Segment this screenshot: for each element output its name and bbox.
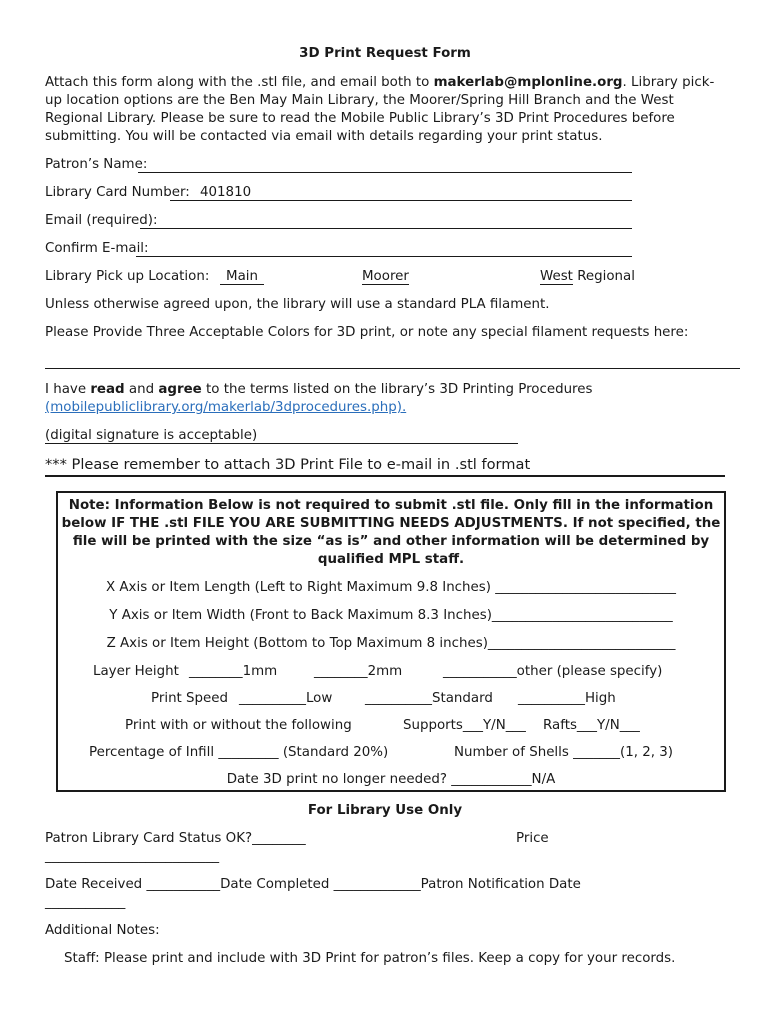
- supports-option[interactable]: Supports___Y/N___: [403, 718, 526, 733]
- shells-field[interactable]: Number of Shells _______(1, 2, 3): [454, 745, 674, 760]
- dates-field[interactable]: Date Received ___________Date Completed _____________Patron Notification Date: [45, 877, 581, 892]
- card-number-label: Library Card Number:: [45, 185, 190, 200]
- staff-note: Staff: Please print and include with 3D Print for patron’s files. Keep a copy for your records.: [64, 951, 676, 966]
- additional-notes-label: Additional Notes:: [45, 923, 160, 938]
- intro-paragraph: [45, 74, 725, 146]
- signature-line[interactable]: [45, 443, 518, 444]
- pickup-moorer-option[interactable]: Moorer: [362, 269, 409, 284]
- speed-standard-option[interactable]: __________Standard: [365, 691, 493, 706]
- email-field[interactable]: [45, 213, 157, 228]
- rafts-option[interactable]: Rafts___Y/N___: [543, 718, 640, 733]
- email-line[interactable]: [140, 228, 632, 229]
- agreement-and: and: [124, 382, 159, 397]
- confirm-email-label: Confirm E-mail:: [45, 241, 149, 256]
- patron-name-field[interactable]: [45, 157, 147, 172]
- print-speed-label: Print Speed: [151, 691, 229, 706]
- patron-name-line[interactable]: [138, 172, 632, 173]
- agreement-read: read: [90, 382, 125, 397]
- confirm-email-field[interactable]: [45, 241, 149, 256]
- intro-text-1: Attach this form along with the .stl file, and email both to: [45, 75, 434, 90]
- intro-text-2: . Library pick-up location options are the Ben May Main Library, the Moorer/Spring Hill Branch and the West Regional Library. Please be sure to read the Mobile Public Library’s 3D Print Procedures before submitting. You will be contacted via email with details regarding your print status.: [45, 75, 715, 144]
- y-axis-field[interactable]: Y Axis or Item Width (Front to Back Maximum 8.3 Inches)___________________________: [109, 608, 673, 623]
- print-with-label: Print with or without the following: [125, 718, 352, 733]
- layer-1mm-option[interactable]: ________1mm: [189, 664, 278, 679]
- procedures-link[interactable]: (mobilepubliclibrary.org/makerlab/3dprocedures.php).: [45, 400, 407, 415]
- agreement-prefix: I have: [45, 382, 91, 397]
- pickup-west-option[interactable]: [540, 269, 635, 284]
- layer-other-option[interactable]: ___________other (please specify): [443, 664, 663, 679]
- agreement-agree: agree: [158, 382, 202, 397]
- pickup-west-label: West: [540, 269, 573, 284]
- card-status-field[interactable]: Patron Library Card Status OK?________: [45, 831, 306, 846]
- price-label: Price: [516, 831, 549, 846]
- card-number-value: 401810: [200, 185, 252, 200]
- library-use-title: For Library Use Only: [307, 803, 463, 818]
- filament-note: Unless otherwise agreed upon, the library will use a standard PLA filament.: [45, 297, 550, 312]
- pickup-label: Library Pick up Location:: [45, 269, 210, 284]
- agreement-suffix: to the terms listed on the library’s 3D Printing Procedures: [201, 382, 593, 397]
- speed-high-option[interactable]: __________High: [518, 691, 616, 706]
- date-needed-field[interactable]: Date 3D print no longer needed? ____________N/A: [226, 772, 556, 787]
- notification-date-line[interactable]: ____________: [45, 895, 126, 910]
- layer-2mm-option[interactable]: ________2mm: [314, 664, 403, 679]
- stl-reminder: *** Please remember to attach 3D Print File to e-mail in .stl format: [45, 456, 531, 473]
- card-number-line[interactable]: [170, 200, 632, 201]
- confirm-email-line[interactable]: [136, 256, 632, 257]
- form-title: 3D Print Request Form: [299, 46, 471, 61]
- signature-label: (digital signature is acceptable): [45, 428, 258, 443]
- section-divider: [45, 475, 725, 477]
- price-line[interactable]: __________________________: [45, 849, 220, 864]
- speed-low-option[interactable]: __________Low: [239, 691, 333, 706]
- z-axis-field[interactable]: Z Axis or Item Height (Bottom to Top Maximum 8 inches)____________________________: [106, 636, 676, 651]
- x-axis-field[interactable]: X Axis or Item Length (Left to Right Maximum 9.8 Inches) ___________________________: [105, 580, 677, 595]
- colors-label: Please Provide Three Acceptable Colors for 3D print, or note any special filament requests here:: [45, 325, 689, 340]
- colors-line[interactable]: [45, 368, 740, 369]
- intro-email: makerlab@mplonline.org: [433, 75, 623, 90]
- email-label: Email (required):: [45, 213, 158, 228]
- card-number-field[interactable]: [45, 185, 251, 200]
- patron-name-label: Patron’s Name:: [45, 157, 148, 172]
- agreement-text: [45, 382, 592, 397]
- adjustments-note: Note: Information Below is not required to submit .stl file. Only fill in the information below IF THE .stl FILE YOU ARE SUBMITTING NEEDS ADJUSTMENTS. If not specified, the file will be printed with the size “as is” and other information will be determined by qualified MPL staff.: [61, 498, 721, 567]
- pickup-main-option[interactable]: Main: [220, 269, 264, 285]
- pickup-west-suffix: Regional: [577, 269, 635, 284]
- layer-height-label: Layer Height: [93, 664, 179, 679]
- infill-field[interactable]: Percentage of Infill _________ (Standard 20%): [89, 745, 389, 760]
